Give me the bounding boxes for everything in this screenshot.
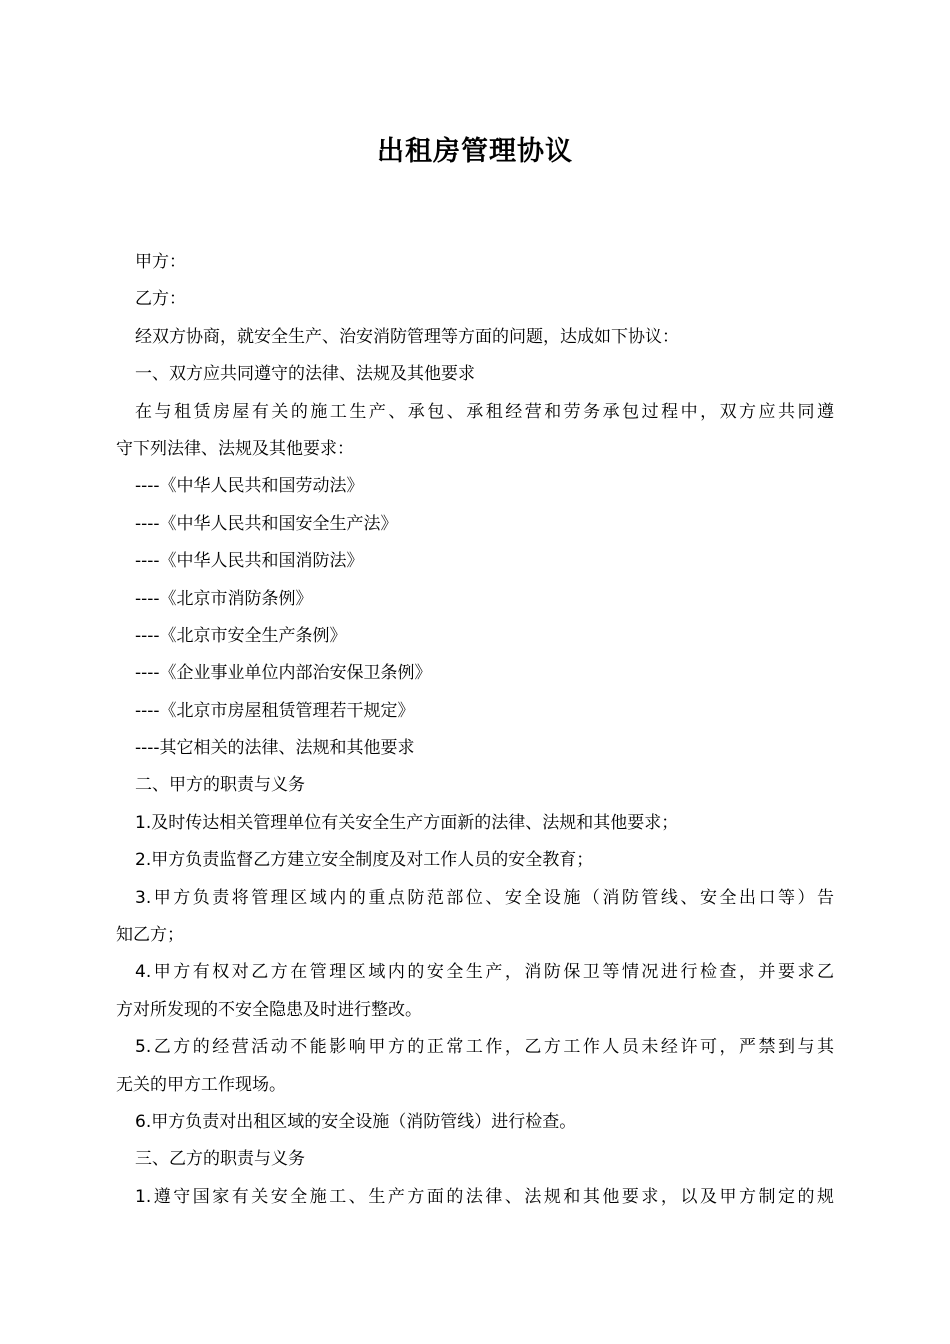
law-list-item: ----其它相关的法律、法规和其他要求 [135,738,415,759]
duty-item: 3.甲方负责将管理区域内的重点防范部位、安全设施（消防管线、安全出口等）告 [135,887,834,908]
law-list-item: ----《北京市房屋租赁管理若干规定》 [135,700,415,721]
section-heading-3: 三、乙方的职责与义务 [135,1149,305,1170]
document-title: 出租房管理协议 [377,136,573,167]
duty-item: 1.及时传达相关管理单位有关安全生产方面新的法律、法规和其他要求； [135,812,679,833]
party-b-line: 乙方： [135,289,186,310]
paragraph-line: 守下列法律、法规及其他要求： [116,438,354,459]
paragraph-line: 在与租赁房屋有关的施工生产、承包、承租经营和劳务承包过程中，双方应共同遵 [135,401,834,422]
law-list-item: ----《中华人民共和国消防法》 [135,551,364,572]
duty-item: 5.乙方的经营活动不能影响甲方的正常工作，乙方工作人员未经许可，严禁到与其 [135,1037,834,1058]
duty-item-continuation: 方对所发现的不安全隐患及时进行整改。 [116,999,422,1020]
law-list-item: ----《中华人民共和国安全生产法》 [135,513,398,534]
section-heading-2: 二、甲方的职责与义务 [135,775,305,796]
party-a-line: 甲方： [135,252,186,272]
duty-item-continuation: 无关的甲方工作现场。 [116,1074,286,1095]
law-list-item: ----《北京市安全生产条例》 [135,625,347,646]
duty-item: 2.甲方负责监督乙方建立安全制度及对工作人员的安全教育； [135,850,594,871]
duty-item: 1.遵守国家有关安全施工、生产方面的法律、法规和其他要求，以及甲方制定的规 [135,1186,834,1207]
duty-item-continuation: 知乙方； [116,925,184,946]
duty-item: 4.甲方有权对乙方在管理区域内的安全生产，消防保卫等情况进行检查，并要求乙 [135,962,834,983]
law-list-item: ----《企业事业单位内部治安保卫条例》 [135,663,432,684]
law-list-item: ----《北京市消防条例》 [135,588,313,609]
document-body [116,244,834,1216]
law-list-item: ----《中华人民共和国劳动法》 [135,476,364,497]
preamble-paragraph: 经双方协商，就安全生产、治安消防管理等方面的问题，达成如下协议： [135,326,679,347]
section-heading-1: 一、双方应共同遵守的法律、法规及其他要求 [135,364,475,385]
duty-item: 6.甲方负责对出租区域的安全设施（消防管线）进行检查。 [135,1111,577,1132]
